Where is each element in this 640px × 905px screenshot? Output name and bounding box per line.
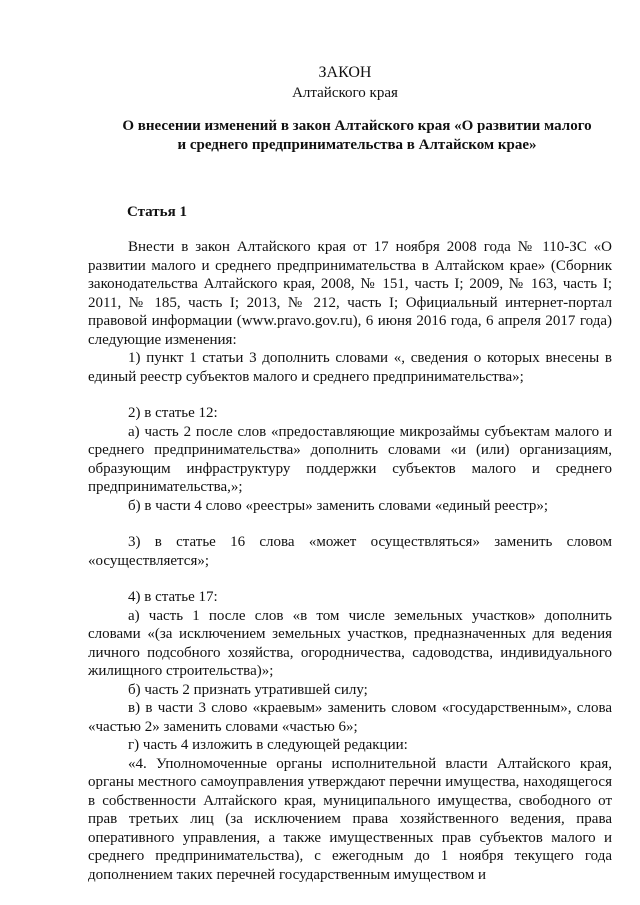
- paragraph-intro: Внести в закон Алтайского края от 17 ноября 2008 года № 110-ЗС «О развитии малого и среднего предпринимательства в Алтайском крае» (Сборник законодательства Алтайского края, 2008, № 151, часть I; 2009, № 163, часть I; 2011, № 185, часть I; 2013, № 212, часть I; Официальный интернет-портал правовой информации (www.pravo.gov.ru), 6 июня 2016 года, 6 апреля 2017 года) следующие изменения:: [88, 239, 612, 348]
- article-heading: Статья 1: [127, 204, 187, 220]
- paragraph-item-2: 2) в статье 12:: [128, 405, 218, 421]
- paragraph-spacer: [88, 570, 612, 588]
- paragraph-item-2b: б) в части 4 слово «реестры» заменить словами «единый реестр»;: [128, 497, 549, 514]
- document-region: Алтайского края: [292, 85, 398, 101]
- paragraph-spacer: [88, 386, 612, 404]
- paragraph-item-4b: б) часть 2 признать утратившей силу;: [128, 681, 368, 698]
- paragraph-item-1: 1) пункт 1 статьи 3 дополнить словами «, сведения о которых внесены в единый реестр субъектов малого и среднего предпринимательства»;: [88, 350, 612, 385]
- paragraph-item-4a: а) часть 1 после слов «в том числе земельных участков» дополнить словами «(за исключением земельных участков, предназначенных для ведения личного подсобного хозяйства, огородничества, садоводства, индивидуального жилищного строительства)»;: [88, 607, 612, 679]
- paragraph-new-part-4: «4. Уполномоченные органы исполнительной власти Алтайского края, органы местного самоуправления утверждают перечни имущества, находящегося в собственности Алтайского края, муниципального имущества, свободного от прав третьих лиц (за исключением права хозяйственного ведения, права оперативного управления, а также имущественных прав субъектов малого и среднего предпринимательства), с ежегодным до 1 ноября текущего года дополнением таких перечней государственным имуществом и: [88, 755, 612, 883]
- article-body: [88, 238, 612, 884]
- paragraph-item-4v: в) в части 3 слово «краевым» заменить словом «государственным», слова «частью 2» заменить словами «частью 6»;: [88, 700, 612, 735]
- paragraph-item-2a: а) часть 2 после слов «предоставляющие микрозаймы субъектам малого и среднего предпринимательства» дополнить словами «и (или) организациям, образующим инфраструктуру поддержки субъектов малого и среднего предпринимательства,»;: [88, 423, 612, 495]
- paragraph-item-3: 3) в статье 16 слова «может осуществляться» заменить словом «осуществляется»;: [88, 534, 612, 569]
- law-title: О внесении изменений в закон Алтайского края «О развитии малого и среднего предпринимательства в Алтайском крае»: [122, 118, 592, 153]
- paragraph-item-4: 4) в статье 17:: [128, 589, 218, 605]
- paragraph-item-4g: г) часть 4 изложить в следующей редакции:: [128, 737, 408, 753]
- paragraph-spacer: [88, 515, 612, 533]
- document-type: ЗАКОН: [318, 64, 372, 81]
